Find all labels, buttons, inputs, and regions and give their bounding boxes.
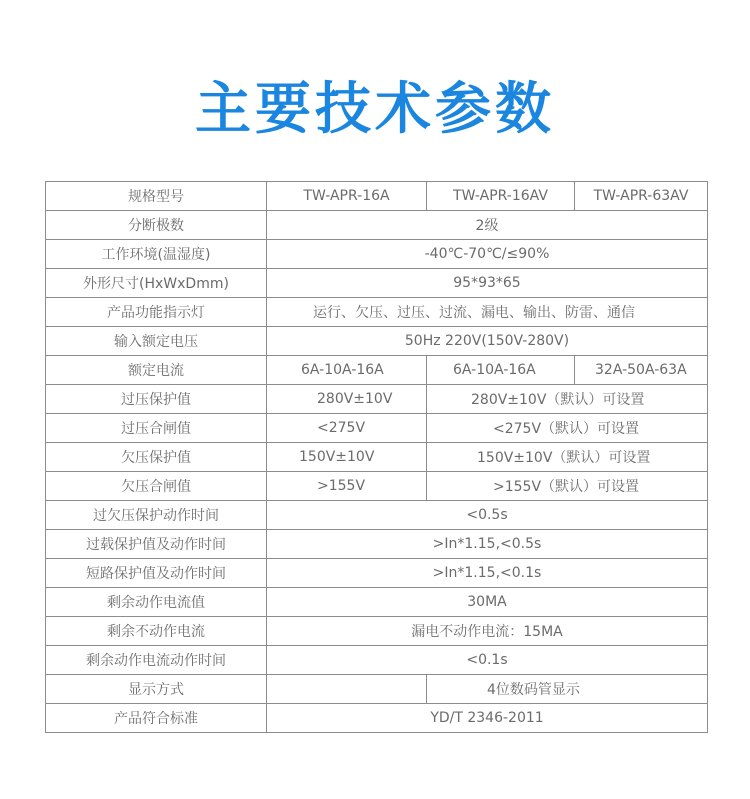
- row-label: 剩余动作电流动作时间: [46, 646, 267, 675]
- cell-value: >In*1.15,<0.5s: [267, 530, 708, 559]
- table-row: [46, 240, 708, 269]
- cell-value: 150V±10V: [267, 443, 427, 472]
- table-row: [46, 617, 708, 646]
- cell-value: >155V（默认）可设置: [427, 472, 708, 501]
- table-row: [46, 298, 708, 327]
- cell-value: 运行、欠压、过压、过流、漏电、输出、防雷、通信: [267, 298, 708, 327]
- table-row: [46, 559, 708, 588]
- row-label: 过欠压保护动作时间: [46, 501, 267, 530]
- row-label: 欠压保护值: [46, 443, 267, 472]
- row-label: 过载保护值及动作时间: [46, 530, 267, 559]
- row-label: 剩余不动作电流: [46, 617, 267, 646]
- table-row: [46, 675, 708, 704]
- page-title: 主要技术参数: [195, 77, 555, 142]
- cell-value: <275V（默认）可设置: [427, 414, 708, 443]
- row-label: 剩余动作电流值: [46, 588, 267, 617]
- table-row: [46, 385, 708, 414]
- table-row: [46, 443, 708, 472]
- table-row: [46, 356, 708, 385]
- table-row: [46, 472, 708, 501]
- row-label: 显示方式: [46, 675, 267, 704]
- table-row: [46, 414, 708, 443]
- table-row: [46, 588, 708, 617]
- cell-value: >In*1.15,<0.1s: [267, 559, 708, 588]
- row-label: 额定电流: [46, 356, 267, 385]
- cell-value: <0.5s: [267, 501, 708, 530]
- cell-value: 150V±10V（默认）可设置: [427, 443, 708, 472]
- cell-value: TW-APR-16A: [267, 182, 427, 211]
- cell-value: 6A-10A-16A: [267, 356, 427, 385]
- table-row: [46, 269, 708, 298]
- cell-value: 50Hz 220V(150V-280V): [267, 327, 708, 356]
- cell-value: 6A-10A-16A: [427, 356, 575, 385]
- row-label: 过压保护值: [46, 385, 267, 414]
- row-label: 输入额定电压: [46, 327, 267, 356]
- cell-value: <0.1s: [267, 646, 708, 675]
- cell-value: TW-APR-63AV: [575, 182, 708, 211]
- row-label: 产品功能指示灯: [46, 298, 267, 327]
- table-row: [46, 211, 708, 240]
- row-label: 欠压合闸值: [46, 472, 267, 501]
- row-label: 外形尺寸(HxWxDmm): [46, 269, 267, 298]
- cell-value: 30MA: [267, 588, 708, 617]
- cell-value: 280V±10V（默认）可设置: [427, 385, 708, 414]
- row-label: 产品符合标准: [46, 704, 267, 733]
- row-label: 过压合闸值: [46, 414, 267, 443]
- cell-value: >155V: [267, 472, 427, 501]
- table-row: [46, 704, 708, 733]
- cell-value: 2级: [267, 211, 708, 240]
- row-label: 分断极数: [46, 211, 267, 240]
- row-label: 工作环境(温湿度): [46, 240, 267, 269]
- cell-value: 280V±10V: [267, 385, 427, 414]
- spec-table: [45, 181, 708, 733]
- cell-value: TW-APR-16AV: [427, 182, 575, 211]
- cell-value: [267, 675, 427, 704]
- table-row: [46, 501, 708, 530]
- cell-value: YD/T 2346-2011: [267, 704, 708, 733]
- table-row: [46, 182, 708, 211]
- row-label: 规格型号: [46, 182, 267, 211]
- cell-value: 32A-50A-63A: [575, 356, 708, 385]
- cell-value: 4位数码管显示: [427, 675, 708, 704]
- table-row: [46, 646, 708, 675]
- cell-value: 95*93*65: [267, 269, 708, 298]
- cell-value: 漏电不动作电流：15MA: [267, 617, 708, 646]
- cell-value: <275V: [267, 414, 427, 443]
- cell-value: -40℃-70℃/≤90%: [267, 240, 708, 269]
- table-row: [46, 530, 708, 559]
- row-label: 短路保护值及动作时间: [46, 559, 267, 588]
- table-row: [46, 327, 708, 356]
